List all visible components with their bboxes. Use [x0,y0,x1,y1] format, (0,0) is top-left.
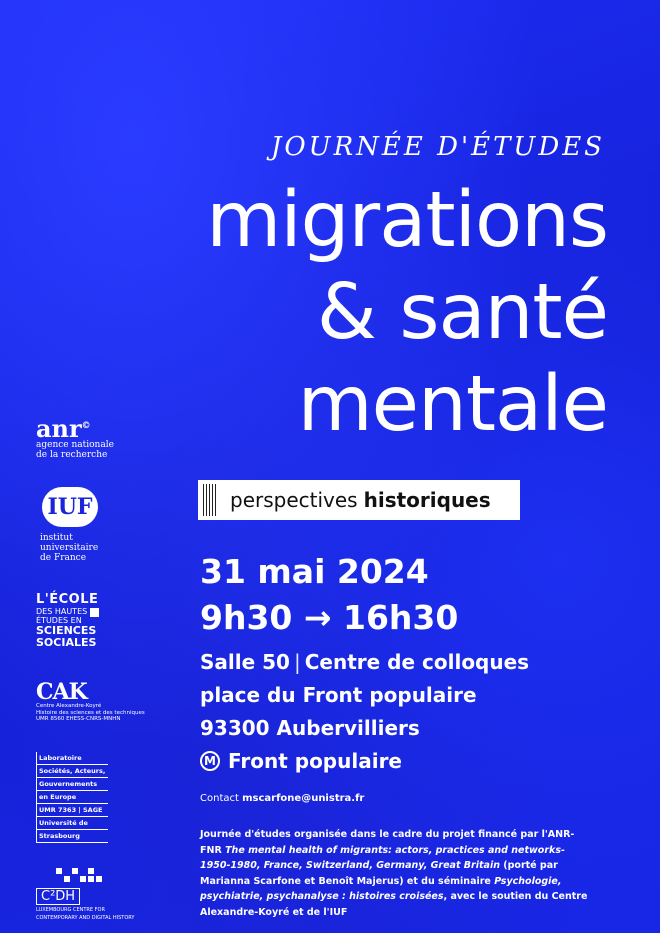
title-line-2: & santé [316,268,608,357]
metro-station: Front populaire [228,749,402,773]
cak-line-2: Histoire des sciences et des techniques [36,709,145,716]
address-line-1: place du Front populaire [200,683,477,707]
c2dh-logo [36,868,134,921]
iuf-emblem: IUF [42,487,98,527]
barcode-decoration [203,484,216,516]
lab-line: Laboratoire [36,752,108,765]
title-line-3: mentale [297,360,608,449]
event-type-subtitle: JOURNÉE D'ÉTUDES [270,132,605,162]
lab-line: en Europe [36,791,108,804]
title-line-1: migrations [206,176,608,265]
c2dh-logo-text: C²DH [36,888,80,905]
desc-part-3: (porté par Marianna Scarfone et Benoît Majerus) et du séminaire [200,860,558,887]
event-description [200,827,595,920]
iuf-line-2: universitaire [40,543,99,553]
anr-line-2: de la recherche [36,450,108,460]
contact-label: Contact [200,793,239,804]
ehess-line-1: L'ÉCOLE [36,592,99,607]
ehess-line-2b: ÉTUDES EN [36,616,82,625]
tagline-part-2: historiques [363,488,491,512]
iuf-logo [36,487,98,563]
event-room: Salle 50 [200,650,290,674]
ehess-square-icon [90,608,99,617]
lab-line: Strasbourg [36,830,108,843]
anr-copyright-mark: © [81,421,91,431]
anr-logo [36,415,114,460]
iuf-line-3: de France [40,553,87,563]
ehess-logo [36,592,99,649]
event-time: 9h30 → 16h30 [200,598,459,637]
ehess-line-2a: DES HAUTES [36,607,88,616]
event-date: 31 mai 2024 [200,552,429,591]
event-venue: Centre de colloques [304,650,530,674]
lab-line: Gouvernements [36,778,108,791]
contact-email[interactable]: mscarfone@unistra.fr [242,793,365,804]
metro-info [200,749,402,773]
tagline-box [198,480,520,520]
c2dh-line-2: CONTEMPORARY AND DIGITAL HISTORY [36,915,135,921]
cak-logo-text: CAK [36,679,87,705]
c2dh-pixel-icon [56,868,134,882]
separator: | [293,650,301,674]
cak-logo [36,681,145,723]
poster-title [48,175,608,451]
lab-line: Sociétés, Acteurs, [36,765,108,778]
desc-project-title: The mental health of migrants: actors, practices and networks-1950-1980, France, Switzerland, Germany, Great Britain [200,844,565,871]
sage-lab-logo [36,752,108,843]
c2dh-line-1: LUXEMBOURG CENTRE FOR [36,907,105,913]
anr-logo-text: anr [36,414,82,443]
metro-icon: M [200,751,220,771]
anr-line-1: agence nationale [36,440,114,450]
desc-part-5: , avec le soutien du Centre Alexandre-Koyré et de l'IUF [200,891,588,918]
contact-line [200,793,364,804]
tagline-part-1: perspectives [230,488,358,512]
lab-line: UMR 7363 | SAGE [36,804,108,817]
desc-seminar-title: Psychologie, psychiatrie, psychanalyse : histoires croisées [200,875,562,902]
address-line-2: 93300 Aubervilliers [200,716,420,740]
lab-line: Université de [36,817,108,830]
ehess-line-3b: SOCIALES [36,636,97,649]
event-room-venue [200,650,529,674]
desc-part-1: Journée d'études organisée dans le cadre du projet financé par l'ANR-FNR [200,829,575,856]
cak-line-3: UMR 8560 EHESS-CNRS-MNHN [36,716,121,722]
cak-line-1: Centre Alexandre-Koyré [36,703,102,709]
ehess-line-3a: SCIENCES [36,624,97,637]
iuf-line-1: institut [40,533,73,543]
